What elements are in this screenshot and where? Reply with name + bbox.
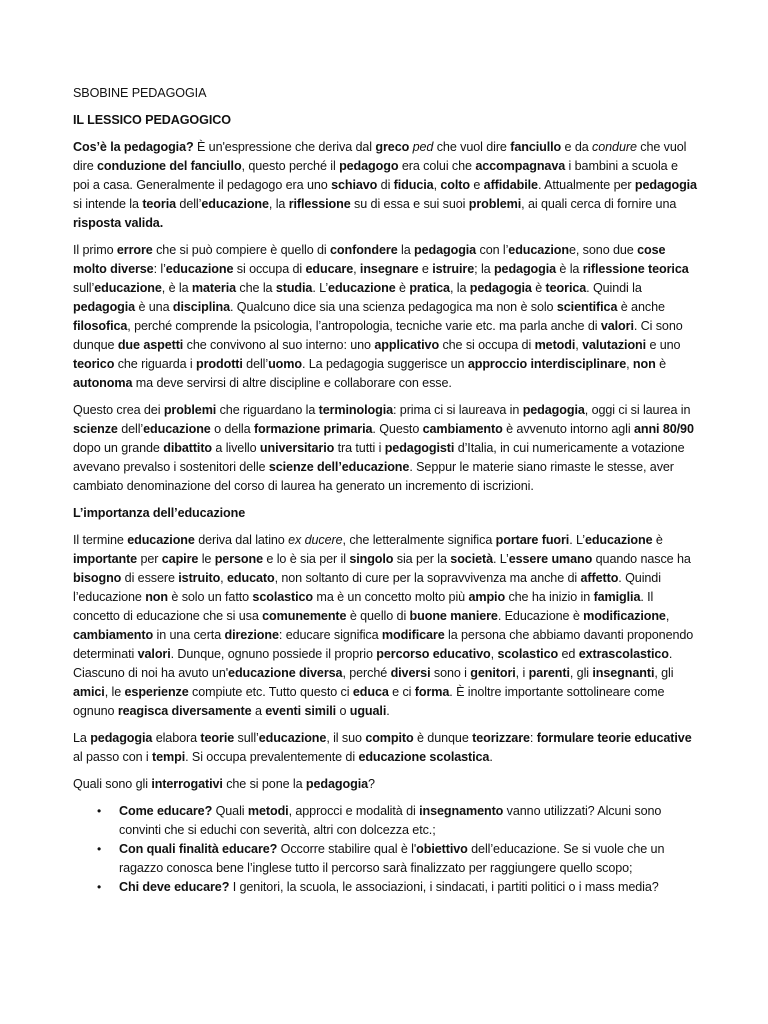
- paragraph: Questo crea dei problemi che riguardano la terminologia: prima ci si laureava in pedagogia, oggi ci si laurea in scienze dell’educazione o della formazione primaria. Questo cambiamento è avvenuto intorno agli anni 80/90 dopo un grande dibattito a livello universitario tra tutti i pedagogisti d’Italia, in cui numericamente a votazione avevano prevalso i sostenitori delle scienze dell’educazione. Seppur le materie siano rimaste le stesse, aver cambiato denominazione del corso di laurea ha generato un incremento di iscrizioni.: [73, 403, 694, 493]
- list-item-text: Con quali finalità educare? Occorre stabilire qual è l'obiettivo dell’educazione. Se si vuole che un ragazzo conosca bene l’inglese tutto il percorso sarà finalizzato per raggiungere quello scopo;: [119, 842, 665, 875]
- section-title: L’importanza dell’educazione: [73, 506, 246, 520]
- bullet-icon: •: [97, 804, 102, 818]
- list-item: [73, 802, 697, 840]
- bullet-icon: •: [97, 842, 102, 856]
- intro-paragraphs: [73, 138, 697, 496]
- list-item: [73, 878, 697, 897]
- paragraph: Il primo errore che si può compiere è quello di confondere la pedagogia con l’educazione, sono due cose molto diverse: l’educazione si occupa di educare, insegnare e istruire; la pedagogia è la riflessione teorica sull’educazione, è la materia che la studia. L’educazione è pratica, la pedagogia è teorica. Quindi la pedagogia è una disciplina. Qualcuno dice sia una scienza pedagogica ma non è solo scientifica è anche filosofica, perché comprende la psicologia, l’antropologia, tecniche varie etc. ma parla anche di valori. Ci sono dunque due aspetti che convivono al suo interno: uno applicativo che si occupa di metodi, valutazioni e uno teorico che riguarda i prodotti dell’uomo. La pedagogia suggerisce un approccio interdisciplinare, non è autonoma ma deve servirsi di altre discipline e collaborare con esse.: [73, 243, 689, 390]
- questions-list: [73, 802, 697, 897]
- list-item: [73, 840, 697, 878]
- paragraph: Quali sono gli interrogativi che si pone la pedagogia?: [73, 777, 375, 791]
- document-page: [73, 84, 697, 897]
- paragraph: Cos’è la pedagogia? È un'espressione che deriva dal greco ped che vuol dire fanciullo e da condure che vuol dire conduzione del fanciullo, questo perché il pedagogo era colui che accompagnava i bambini a scuola e poi a casa. Generalmente il pedagogo era uno schiavo di fiducia, colto e affidabile. Attualmente per pedagogia si intende la teoria dell’educazione, la riflessione su di essa e sui suoi problemi, ai quali cerca di fornire una risposta valida.: [73, 140, 697, 230]
- document-heading: SBOBINE PEDAGOGIA: [73, 86, 207, 100]
- paragraph: La pedagogia elabora teorie sull’educazione, il suo compito è dunque teorizzare: formulare teorie educative al passo con i tempi. Si occupa prevalentemente di educazione scolastica.: [73, 731, 692, 764]
- paragraph: Il termine educazione deriva dal latino ex ducere, che letteralmente significa portare fuori. L’educazione è importante per capire le persone e lo è sia per il singolo sia per la società. L’essere umano quando nasce ha bisogno di essere istruito, educato, non soltanto di cure per la sopravvivenza ma anche di affetto. Quindi l’educazione non è solo un fatto scolastico ma è un concetto molto più ampio che ha inizio in famiglia. Il concetto di educazione che si usa comunemente è quello di buone maniere. Educazione è modificazione, cambiamento in una certa direzione: educare significa modificare la persona che abbiamo davanti proponendo determinati valori. Dunque, ognuno possiede il proprio percorso educativo, scolastico ed extrascolastico. Ciascuno di noi ha avuto un'educazione diversa, perché diversi sono i genitori, i parenti, gli insegnanti, gli amici, le esperienze compiute etc. Tutto questo ci educa e ci forma. È inoltre importante sottolineare come ognuno reagisca diversamente a eventi simili o uguali.: [73, 533, 694, 718]
- section-paragraphs: [73, 531, 697, 794]
- list-item-text: Come educare? Quali metodi, approcci e modalità di insegnamento vanno utilizzati? Alcuni sono convinti che si educhi con severità, altri con dolcezza etc.;: [119, 804, 662, 837]
- document-title: IL LESSICO PEDAGOGICO: [73, 113, 231, 127]
- list-item-text: Chi deve educare? I genitori, la scuola, le associazioni, i sindacati, i partiti politici o i mass media?: [119, 880, 659, 894]
- bullet-icon: •: [97, 880, 102, 894]
